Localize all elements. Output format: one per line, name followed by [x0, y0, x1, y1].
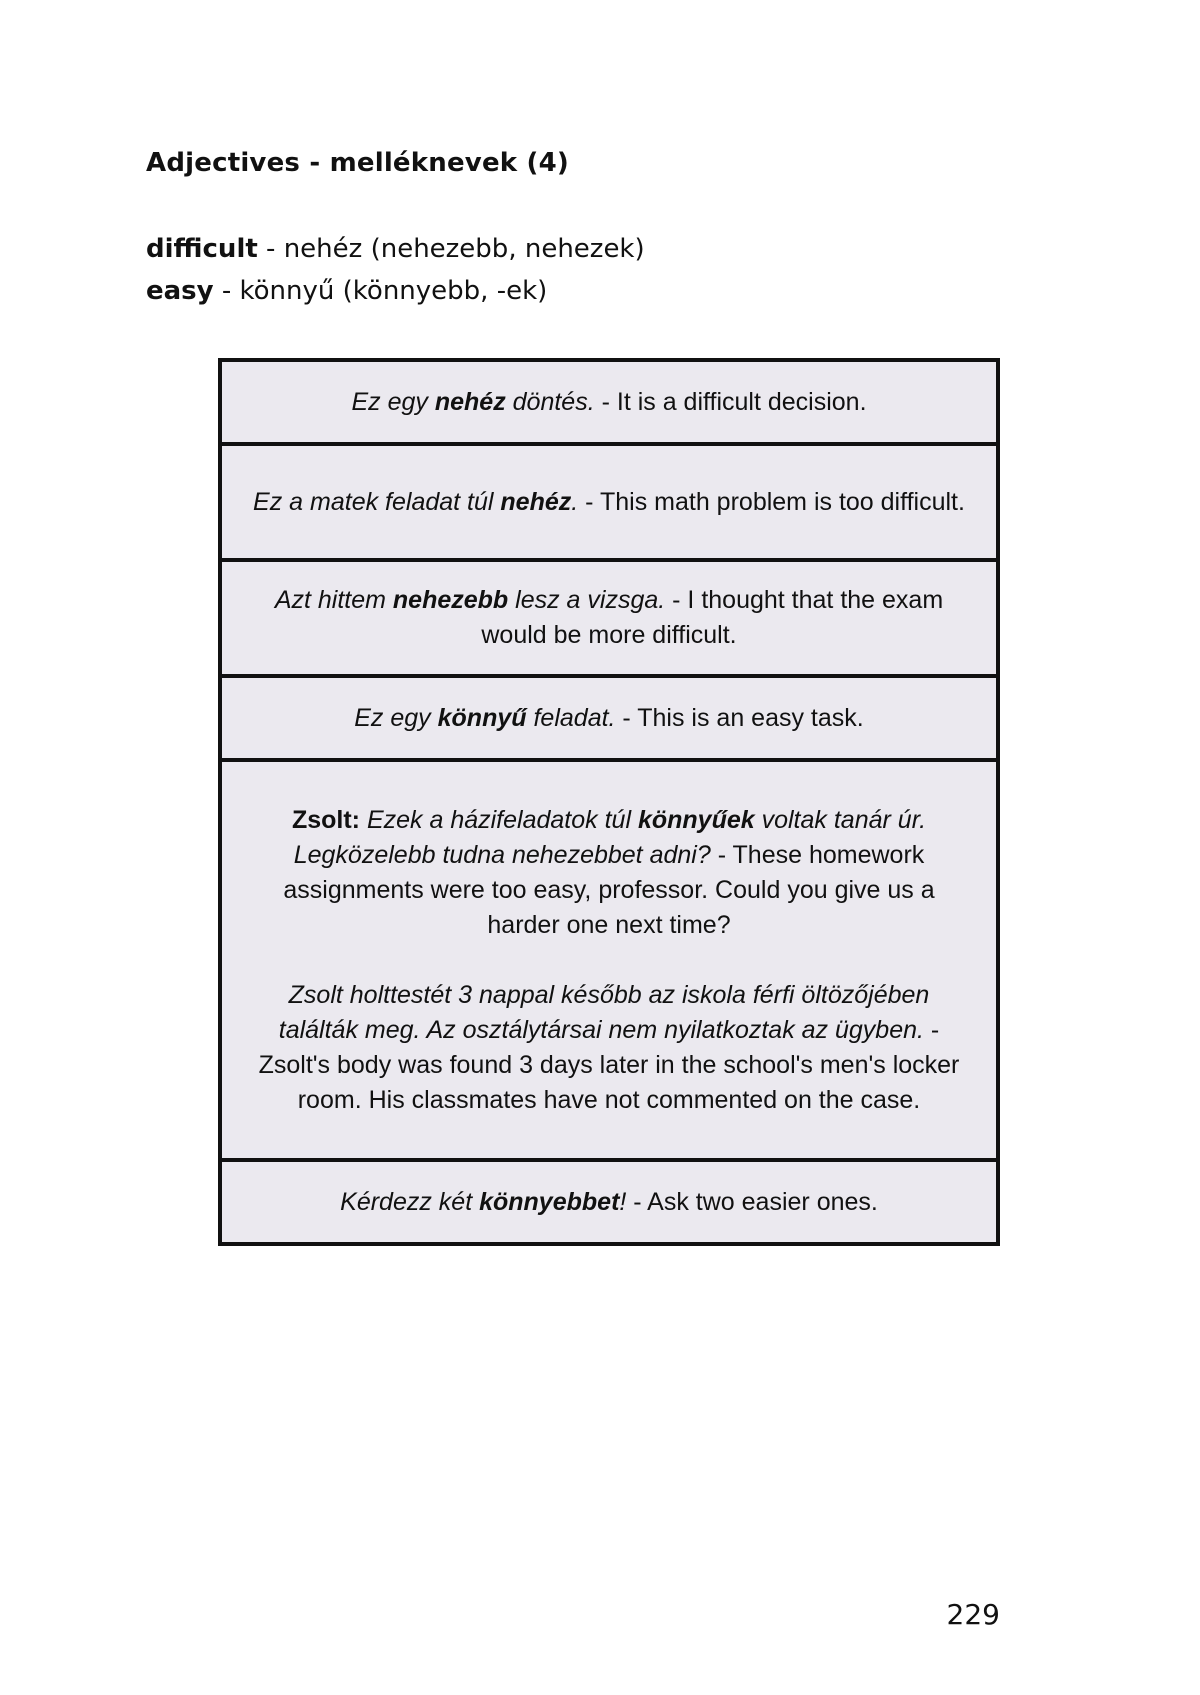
- hungarian-text: Zsolt holttestét 3 nappal később az iskola férfi öltözőjében találták meg. Az osztálytársai nem nyilatkoztak az ügyben.: [278, 980, 930, 1044]
- english-translation: - This math problem is too difficult.: [578, 487, 965, 516]
- hungarian-text: Kérdezz két: [340, 1187, 480, 1216]
- page-heading: Adjectives - melléknevek (4): [146, 148, 569, 178]
- vocab-definition: - nehéz (nehezebb, nehezek): [257, 234, 645, 264]
- english-translation: - Ask two easier ones.: [626, 1187, 878, 1216]
- hungarian-text: Ezek a házifeladatok túl: [360, 805, 638, 834]
- page-number: 229: [946, 1598, 1000, 1631]
- hungarian-text: .: [571, 487, 579, 516]
- hungarian-text: döntés.: [505, 387, 595, 416]
- english-translation: - This is an easy task.: [615, 703, 864, 732]
- highlighted-adjective: könnyebbet: [479, 1187, 620, 1216]
- example-row: [220, 760, 998, 1160]
- speaker-label: Zsolt:: [291, 805, 360, 834]
- highlighted-adjective: könnyűek: [637, 805, 755, 834]
- vocab-entry-easy: [146, 276, 547, 306]
- example-row: [220, 560, 998, 676]
- vocab-entry-difficult: [146, 234, 645, 264]
- vocab-term: difficult: [146, 234, 258, 264]
- hungarian-text: feladat.: [526, 703, 616, 732]
- example-cell: [220, 560, 998, 676]
- vocab-definition: - könnyű (könnyebb, -ek): [213, 276, 548, 306]
- example-row: [220, 444, 998, 560]
- highlighted-adjective: nehéz: [434, 387, 506, 416]
- example-cell: [220, 444, 998, 560]
- hungarian-text: Ez a matek feladat túl: [253, 487, 501, 516]
- highlighted-adjective: nehezebb: [392, 586, 509, 614]
- hungarian-text: lesz a vizsga.: [508, 586, 666, 614]
- example-row: [220, 360, 998, 444]
- example-sentences-table: [218, 358, 1000, 1246]
- english-translation: - Zsolt's body was found 3 days later in the school's men's locker room. His classmates have not commented on the case.: [258, 1015, 960, 1114]
- hungarian-text: !: [619, 1187, 627, 1216]
- example-cell: [220, 676, 998, 760]
- english-translation: - I thought that the exam would be more difficult.: [481, 586, 944, 649]
- hungarian-text: Ez egy: [354, 703, 438, 732]
- example-cell: [220, 360, 998, 444]
- example-cell: [220, 1160, 998, 1244]
- example-row: [220, 676, 998, 760]
- hungarian-text: Azt hittem: [274, 586, 393, 614]
- english-translation: - These homework assignments were too easy, professor. Could you give us a harder one next time?: [283, 840, 935, 939]
- example-row: [220, 1160, 998, 1244]
- hungarian-text: Ez egy: [351, 387, 435, 416]
- highlighted-adjective: könnyű: [437, 703, 527, 732]
- example-cell: [220, 760, 998, 1160]
- hungarian-text: voltak tanár úr. Legközelebb tudna nehezebbet adni?: [293, 805, 927, 869]
- highlighted-adjective: nehéz: [500, 487, 572, 516]
- english-translation: - It is a difficult decision.: [594, 387, 867, 416]
- vocab-term: easy: [146, 276, 214, 306]
